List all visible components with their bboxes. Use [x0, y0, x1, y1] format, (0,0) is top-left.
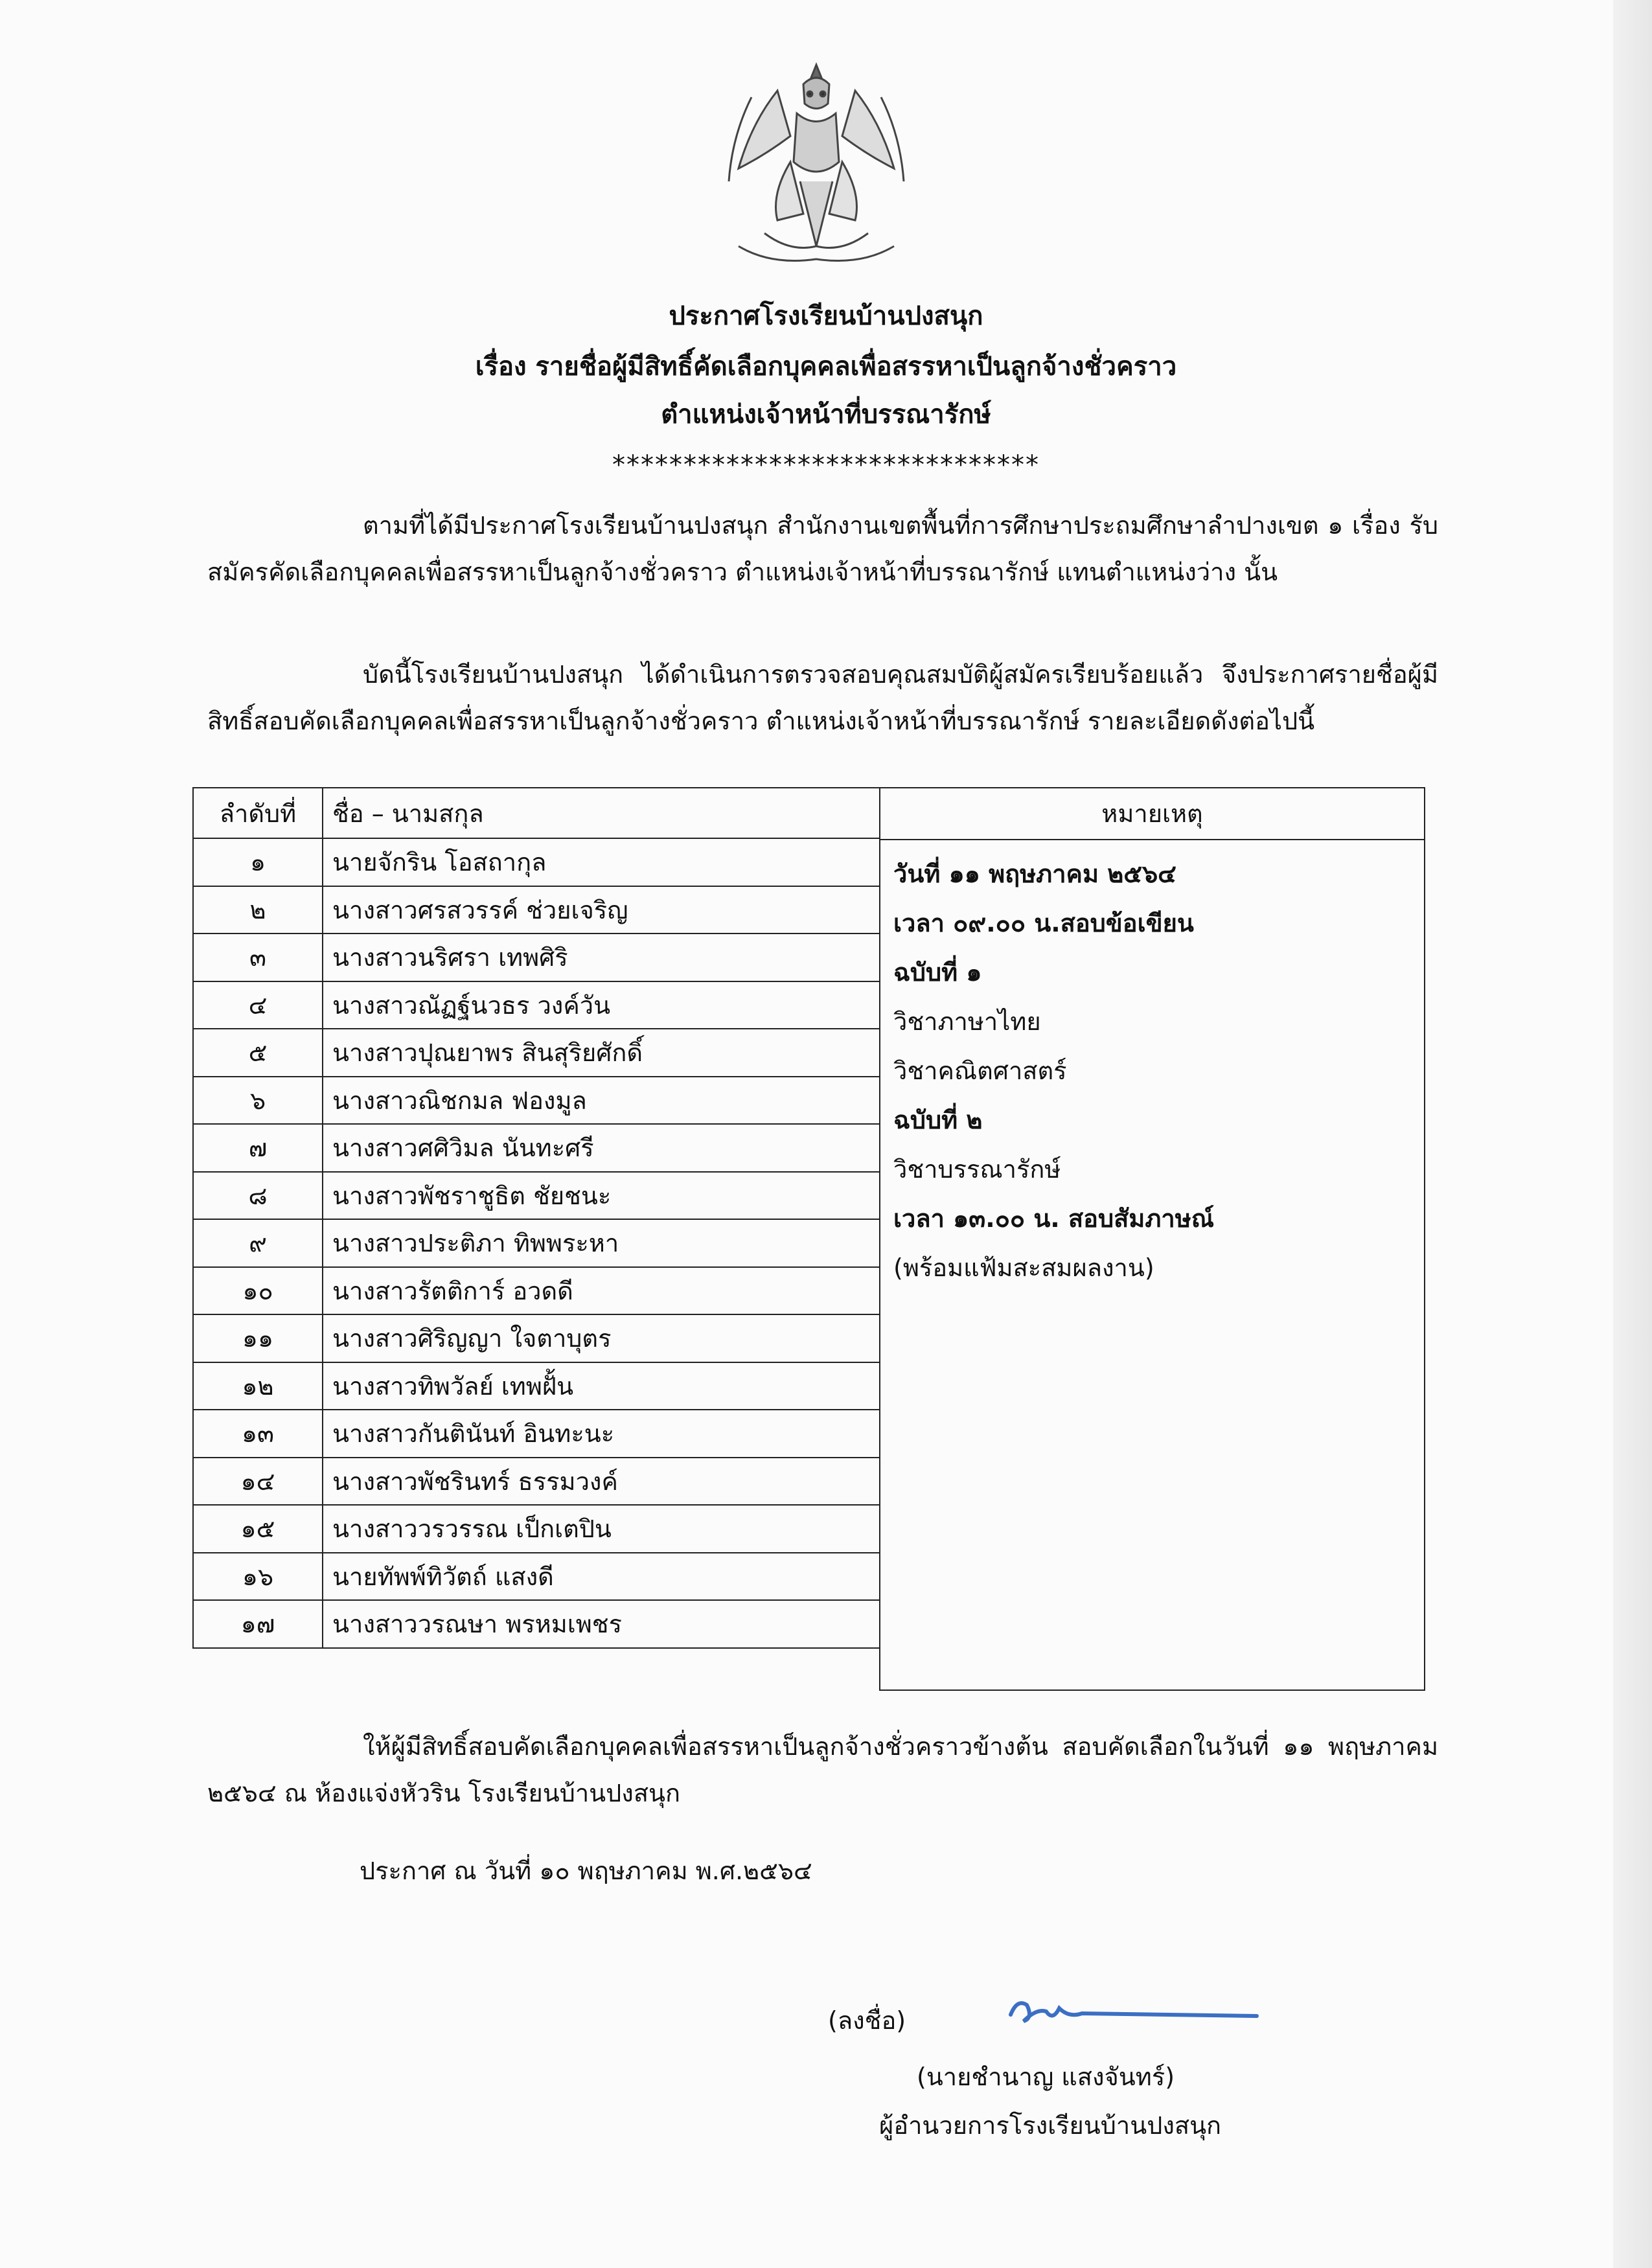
- candidate-name: นางสาวศศิวิมล นันทะศรี: [323, 1124, 880, 1172]
- remark-paper-2: ฉบับที่ ๒: [893, 1106, 983, 1134]
- heading-divider: ******************************: [612, 450, 1040, 480]
- table-row: [193, 886, 880, 934]
- remark-portfolio: (พร้อมแฟ้มสะสมผลงาน): [893, 1254, 1154, 1282]
- table-row: [193, 1505, 880, 1553]
- remark-written-time: เวลา ๐๙.๐๐ น.สอบข้อเขียน: [893, 909, 1194, 937]
- candidate-name: นางสาวณัฏฐ์นวธร วงค์วัน: [323, 981, 880, 1029]
- row-number: ๑๖: [193, 1553, 323, 1601]
- table-row: [193, 1362, 880, 1410]
- candidate-name: นางสาวนริศรา เทพศิริ: [323, 934, 880, 981]
- remarks-body: [880, 840, 1424, 1292]
- announcement-title: ประกาศโรงเรียนบ้านปงสนุก: [669, 301, 983, 331]
- table-row: [193, 838, 880, 886]
- candidate-name: นางสาวปุณยาพร สินสุริยศักดิ์: [323, 1029, 880, 1077]
- remark-subject-math: วิชาคณิตศาสตร์: [893, 1057, 1067, 1085]
- candidate-name: นางสาวพัชรินทร์ ธรรมวงค์: [323, 1458, 880, 1506]
- row-number: ๕: [193, 1029, 323, 1077]
- page-edge-shadow: [1613, 0, 1652, 2268]
- remark-paper-1: ฉบับที่ ๑: [893, 958, 982, 987]
- row-number: ๙: [193, 1219, 323, 1267]
- table-row: [193, 1267, 880, 1315]
- candidate-name: นางสาวทิพวัลย์ เทพฝั้น: [323, 1362, 880, 1410]
- candidate-name: นางสาวพัชราชูธิต ชัยชนะ: [323, 1172, 880, 1220]
- row-number: ๒: [193, 886, 323, 934]
- table-row: [193, 1458, 880, 1506]
- header-remarks: หมายเหตุ: [880, 788, 1424, 840]
- table-row: [193, 1314, 880, 1362]
- candidate-name: นางสาวกันตินันท์ อินทะนะ: [323, 1410, 880, 1458]
- announcement-date: ประกาศ ณ วันที่ ๑๐ พฤษภาคม พ.ศ.๒๕๖๔: [360, 1857, 812, 1885]
- table-row: [193, 1600, 880, 1648]
- intro-paragraph: ตามที่ได้มีประกาศโรงเรียนบ้านปงสนุก สำนักงานเขตพื้นที่การศึกษาประถมศึกษาลำปางเขต ๑ เรื่อง รับสมัครคัดเลือกบุคคลเพื่อสรรหาเป็นลูกจ้างชั่วคราว ตำแหน่งเจ้าหน้าที่บรรณารักษ์ แทนตำแหน่งว่าง นั้น: [207, 511, 1438, 586]
- row-number: ๑๑: [193, 1314, 323, 1362]
- exam-instruction-paragraph: ให้ผู้มีสิทธิ์สอบคัดเลือกบุคคลเพื่อสรรหาเป็นลูกจ้างชั่วคราวข้างต้น สอบคัดเลือกในวันที่ ๑๑ พฤษภาคม ๒๕๖๔ ณ ห้องแจ่งหัวริน โรงเรียนบ้านปงสนุก: [207, 1732, 1438, 1807]
- table-row: [193, 1553, 880, 1601]
- table-row: [193, 1077, 880, 1125]
- candidate-table: [192, 787, 880, 1649]
- row-number: ๑๕: [193, 1505, 323, 1553]
- table-row: [193, 1219, 880, 1267]
- handwritten-signature-icon: [998, 1982, 1270, 2041]
- header-name: ชื่อ – นามสกุล: [323, 788, 880, 838]
- row-number: ๑๔: [193, 1458, 323, 1506]
- candidate-name: นางสาวศิริญญา ใจตาบุตร: [323, 1314, 880, 1362]
- signer-name: (นายชำนาญ แสงจันทร์): [917, 2063, 1175, 2091]
- row-number: ๖: [193, 1077, 323, 1125]
- remark-exam-date: วันที่ ๑๑ พฤษภาคม ๒๕๖๔: [893, 860, 1176, 888]
- candidate-name: นางสาวรัตติการ์ อวดดี: [323, 1267, 880, 1315]
- candidate-name: นางสาววรวรรณ เป็กเตปิน: [323, 1505, 880, 1553]
- signer-title: ผู้อำนวยการโรงเรียนบ้านปงสนุก: [879, 2111, 1222, 2140]
- table-row: [193, 981, 880, 1029]
- row-number: ๑๒: [193, 1362, 323, 1410]
- remark-subject-thai: วิชาภาษาไทย: [893, 1007, 1041, 1036]
- row-number: ๑๗: [193, 1600, 323, 1648]
- table-header-row: [193, 788, 880, 838]
- row-number: ๘: [193, 1172, 323, 1220]
- table-row: [193, 1124, 880, 1172]
- candidate-name: นางสาวศรสวรรค์ ช่วยเจริญ: [323, 886, 880, 934]
- signature-label: (ลงชื่อ): [828, 2006, 906, 2035]
- row-number: ๔: [193, 981, 323, 1029]
- header-no: ลำดับที่: [193, 788, 323, 838]
- candidate-name: นายจักริน โอสถากุล: [323, 838, 880, 886]
- row-number: ๑๐: [193, 1267, 323, 1315]
- candidate-name: นางสาวประติภา ทิพพระหา: [323, 1219, 880, 1267]
- table-row: [193, 934, 880, 981]
- row-number: ๓: [193, 934, 323, 981]
- table-row: [193, 1172, 880, 1220]
- table-row: [193, 1029, 880, 1077]
- remark-interview-time: เวลา ๑๓.๐๐ น. สอบสัมภาษณ์: [893, 1204, 1215, 1233]
- table-row: [193, 1410, 880, 1458]
- garuda-emblem-icon: [713, 52, 920, 272]
- remark-subject-library: วิชาบรรณารักษ์: [893, 1155, 1061, 1184]
- candidate-name: นางสาววรณษา พรหมเพชร: [323, 1600, 880, 1648]
- row-number: ๑: [193, 838, 323, 886]
- row-number: ๗: [193, 1124, 323, 1172]
- announcement-position: ตำแหน่งเจ้าหน้าที่บรรณารักษ์: [661, 400, 991, 430]
- remarks-column: [879, 787, 1425, 1691]
- announcement-subject: เรื่อง รายชื่อผู้มีสิทธิ์คัดเลือกบุคคลเพื่อสรรหาเป็นลูกจ้างชั่วคราว: [475, 352, 1177, 382]
- candidate-name: นางสาวณิชกมล ฟองมูล: [323, 1077, 880, 1125]
- result-paragraph: บัดนี้โรงเรียนบ้านปงสนุก ได้ดำเนินการตรวจสอบคุณสมบัติผู้สมัครเรียบร้อยแล้ว จึงประกาศรายชื่อผู้มีสิทธิ์สอบคัดเลือกบุคคลเพื่อสรรหาเป็นลูกจ้างชั่วคราว ตำแหน่งเจ้าหน้าที่บรรณารักษ์ รายละเอียดดังต่อไปนี้: [207, 660, 1438, 735]
- candidate-name: นายทัพพ์ทิวัตถ์ แสงดี: [323, 1553, 880, 1601]
- row-number: ๑๓: [193, 1410, 323, 1458]
